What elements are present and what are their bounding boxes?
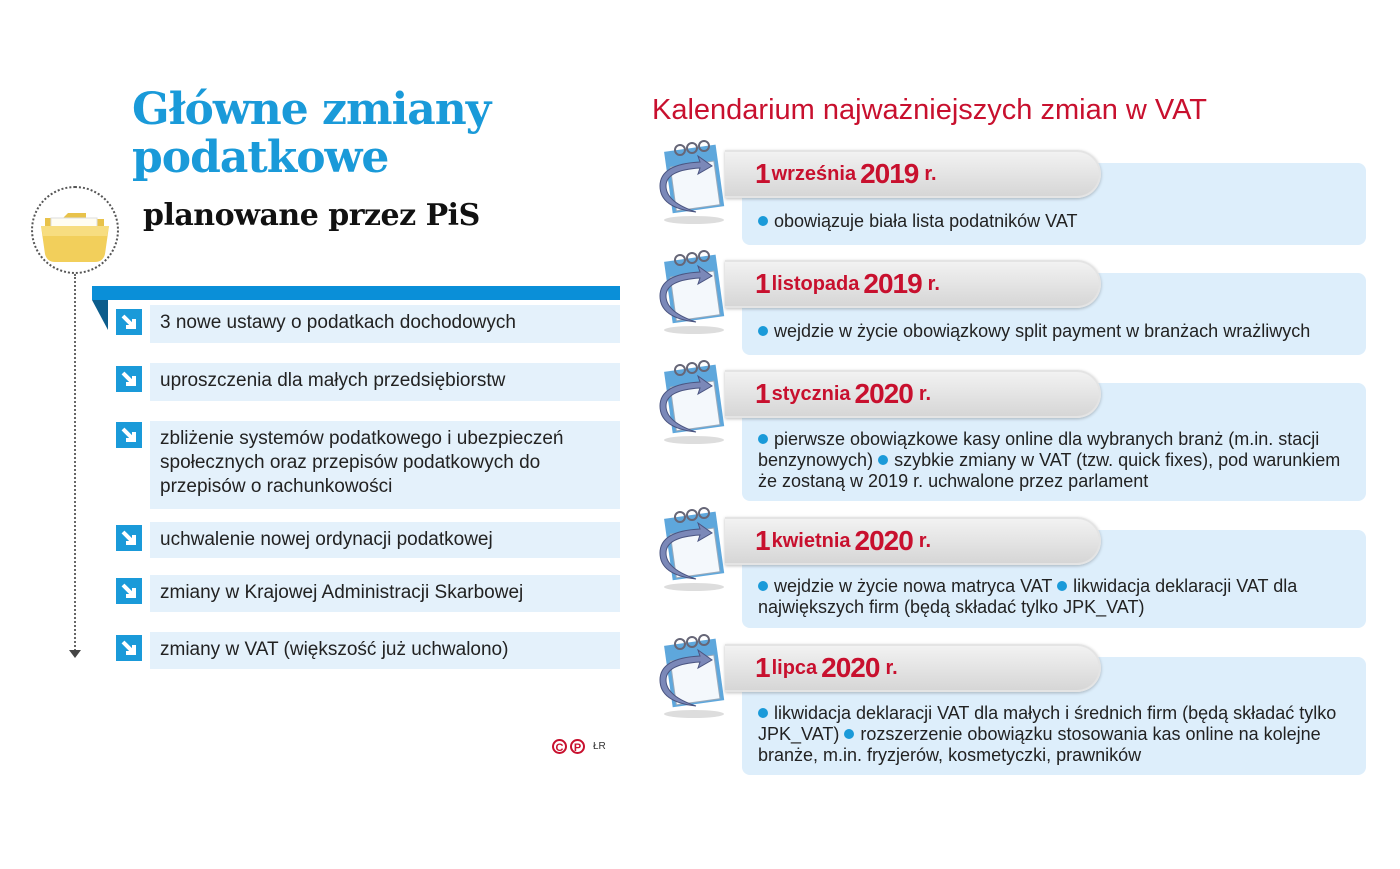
arrow-down-right-icon [116, 309, 142, 335]
timeline-event [650, 505, 1370, 630]
arrow-down-right-icon [116, 578, 142, 604]
event-date: 1 kwietnia 2020 r. [725, 517, 1101, 565]
calendar-icon [650, 358, 736, 448]
arrow-down-right-icon [116, 525, 142, 551]
timeline-title: Kalendarium najważniejszych zmian w VAT [652, 94, 1207, 126]
photo-credit-icon: P [570, 739, 585, 754]
event-date: 1 stycznia 2020 r. [725, 370, 1101, 418]
title-line-2: podatkowe [132, 132, 389, 183]
timeline-event [650, 632, 1370, 777]
list-item: zbliżenie systemów podatkowego i ubezpieczeń społecznych oraz przepisów podatkowych do przepisów o rachunkowości [150, 421, 620, 509]
credit [552, 739, 606, 754]
list-header-bar [92, 286, 620, 300]
bullet-icon [878, 455, 888, 465]
bullet-icon [844, 729, 854, 739]
dotted-timeline [74, 274, 76, 654]
calendar-icon [650, 505, 736, 595]
event-description: pierwsze obowiązkowe kasy online dla wybranych branż (m.in. stacji benzynowych) szybkie zmiany w VAT (tzw. quick fixes), pod warunkiem że zostaną w 2019 r. uchwalone przez parlament [742, 383, 1366, 501]
calendar-icon [650, 138, 736, 228]
list-item: zmiany w VAT (większość już uchwalono) [150, 632, 620, 669]
calendar-icon [650, 632, 736, 722]
list-item: uproszczenia dla małych przedsiębiorstw [150, 363, 620, 401]
bullet-icon [1057, 581, 1067, 591]
bullet-icon [758, 326, 768, 336]
event-date: 1 września 2019 r. [725, 150, 1101, 198]
event-date: 1 lipca 2020 r. [725, 644, 1101, 692]
arrow-down-right-icon [116, 635, 142, 661]
header-bar-fold [92, 300, 108, 330]
bullet-icon [758, 216, 768, 226]
timeline-event [650, 248, 1370, 358]
calendar-icon [650, 248, 736, 338]
arrow-down-icon [69, 650, 81, 658]
list-item: uchwalenie nowej ordynacji podatkowej [150, 522, 620, 558]
main-title [132, 86, 490, 182]
list-item: 3 nowe ustawy o podatkach dochodowych [150, 305, 620, 343]
copyright-icon: C [552, 739, 567, 754]
subtitle: planowane przez PiS [143, 198, 480, 233]
bullet-icon [758, 581, 768, 591]
arrow-down-right-icon [116, 422, 142, 448]
event-description: wejdzie w życie nowa matryca VAT likwidacja deklaracji VAT dla największych firm (będą składać tylko JPK_VAT) [742, 530, 1366, 628]
event-description: likwidacja deklaracji VAT dla małych i średnich firm (będą składać tylko JPK_VAT) rozszerzenie obowiązku stosowania kas online na kolejne branże, m.in. fryzjerów, kosmetyczki, prawników [742, 657, 1366, 775]
folder-icon [31, 186, 119, 274]
title-line-1: Główne zmiany [132, 84, 491, 135]
author-initials: ŁR [593, 741, 606, 752]
event-description: obowiązuje biała lista podatników VAT [742, 163, 1366, 245]
event-date: 1 listopada 2019 r. [725, 260, 1101, 308]
timeline-event [650, 358, 1370, 503]
bullet-icon [758, 708, 768, 718]
timeline-event [650, 138, 1370, 248]
list-item: zmiany w Krajowej Administracji Skarbowej [150, 575, 620, 612]
event-description: wejdzie w życie obowiązkowy split payment w branżach wrażliwych [742, 273, 1366, 355]
arrow-down-right-icon [116, 366, 142, 392]
bullet-icon [758, 434, 768, 444]
